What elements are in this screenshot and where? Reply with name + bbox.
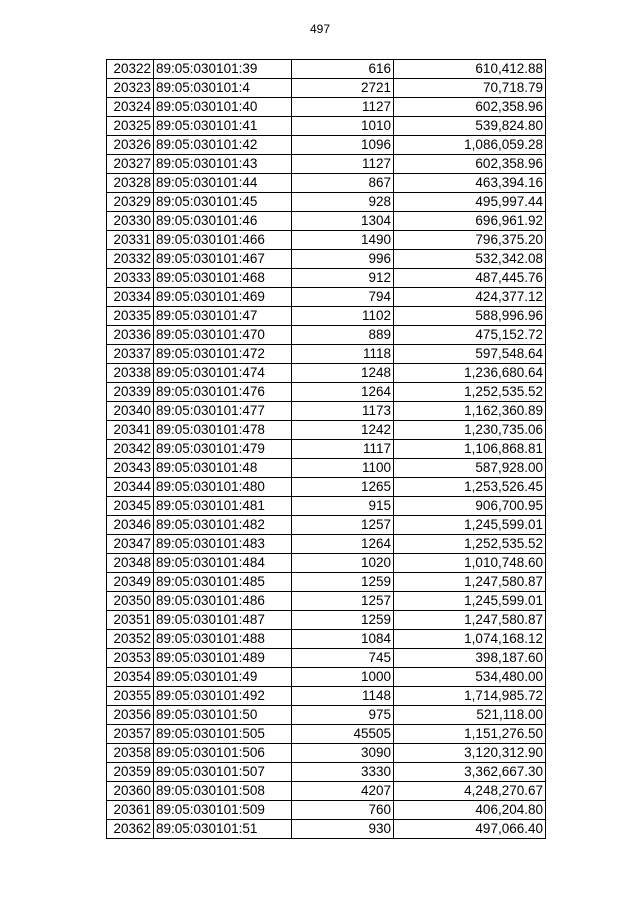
cadastral-number-cell: 89:05:030101:49 — [154, 668, 292, 687]
area-cell: 1242 — [292, 421, 394, 440]
value-cell: 70,718.79 — [394, 79, 546, 98]
cadastral-number-cell: 89:05:030101:42 — [154, 136, 292, 155]
area-cell: 1010 — [292, 117, 394, 136]
area-cell: 760 — [292, 801, 394, 820]
row-id-cell: 20348 — [107, 554, 154, 573]
cadastral-number-cell: 89:05:030101:50 — [154, 706, 292, 725]
cadastral-number-cell: 89:05:030101:466 — [154, 231, 292, 250]
table-row — [107, 288, 546, 307]
table-row — [107, 630, 546, 649]
value-cell: 1,245,599.01 — [394, 592, 546, 611]
table-row — [107, 554, 546, 573]
cadastral-number-cell: 89:05:030101:51 — [154, 820, 292, 839]
table-row — [107, 155, 546, 174]
table-row — [107, 744, 546, 763]
cadastral-number-cell: 89:05:030101:483 — [154, 535, 292, 554]
table-row — [107, 383, 546, 402]
table-row — [107, 174, 546, 193]
value-cell: 1,106,868.81 — [394, 440, 546, 459]
value-cell: 696,961.92 — [394, 212, 546, 231]
row-id-cell: 20341 — [107, 421, 154, 440]
table-body — [107, 60, 546, 839]
row-id-cell: 20327 — [107, 155, 154, 174]
value-cell: 1,714,985.72 — [394, 687, 546, 706]
cadastral-number-cell: 89:05:030101:508 — [154, 782, 292, 801]
value-cell: 1,252,535.52 — [394, 383, 546, 402]
value-cell: 497,066.40 — [394, 820, 546, 839]
value-cell: 475,152.72 — [394, 326, 546, 345]
table-row — [107, 497, 546, 516]
area-cell: 1264 — [292, 535, 394, 554]
value-cell: 1,247,580.87 — [394, 611, 546, 630]
area-cell: 930 — [292, 820, 394, 839]
row-id-cell: 20357 — [107, 725, 154, 744]
row-id-cell: 20351 — [107, 611, 154, 630]
value-cell: 3,362,667.30 — [394, 763, 546, 782]
table-row — [107, 60, 546, 79]
row-id-cell: 20350 — [107, 592, 154, 611]
value-cell: 1,253,526.45 — [394, 478, 546, 497]
area-cell: 1096 — [292, 136, 394, 155]
cadastral-number-cell: 89:05:030101:44 — [154, 174, 292, 193]
cadastral-number-cell: 89:05:030101:505 — [154, 725, 292, 744]
data-table — [106, 59, 546, 839]
table-row — [107, 326, 546, 345]
area-cell: 867 — [292, 174, 394, 193]
cadastral-number-cell: 89:05:030101:467 — [154, 250, 292, 269]
value-cell: 1,151,276.50 — [394, 725, 546, 744]
row-id-cell: 20353 — [107, 649, 154, 668]
table-row — [107, 402, 546, 421]
row-id-cell: 20347 — [107, 535, 154, 554]
table-row — [107, 136, 546, 155]
row-id-cell: 20324 — [107, 98, 154, 117]
value-cell: 1,245,599.01 — [394, 516, 546, 535]
table-row — [107, 98, 546, 117]
area-cell: 794 — [292, 288, 394, 307]
table-row — [107, 421, 546, 440]
table-row — [107, 763, 546, 782]
row-id-cell: 20342 — [107, 440, 154, 459]
cadastral-number-cell: 89:05:030101:472 — [154, 345, 292, 364]
table-row — [107, 307, 546, 326]
area-cell: 1127 — [292, 98, 394, 117]
table-row — [107, 649, 546, 668]
area-cell: 3330 — [292, 763, 394, 782]
table-row — [107, 668, 546, 687]
area-cell: 996 — [292, 250, 394, 269]
row-id-cell: 20323 — [107, 79, 154, 98]
row-id-cell: 20362 — [107, 820, 154, 839]
value-cell: 487,445.76 — [394, 269, 546, 288]
cadastral-number-cell: 89:05:030101:474 — [154, 364, 292, 383]
area-cell: 1000 — [292, 668, 394, 687]
row-id-cell: 20358 — [107, 744, 154, 763]
area-cell: 1265 — [292, 478, 394, 497]
row-id-cell: 20355 — [107, 687, 154, 706]
area-cell: 2721 — [292, 79, 394, 98]
value-cell: 602,358.96 — [394, 98, 546, 117]
cadastral-number-cell: 89:05:030101:39 — [154, 60, 292, 79]
cadastral-number-cell: 89:05:030101:486 — [154, 592, 292, 611]
cadastral-number-cell: 89:05:030101:40 — [154, 98, 292, 117]
value-cell: 539,824.80 — [394, 117, 546, 136]
table-row — [107, 820, 546, 839]
table-row — [107, 706, 546, 725]
table-row — [107, 592, 546, 611]
cadastral-number-cell: 89:05:030101:488 — [154, 630, 292, 649]
row-id-cell: 20336 — [107, 326, 154, 345]
area-cell: 1084 — [292, 630, 394, 649]
table-row — [107, 478, 546, 497]
table-row — [107, 117, 546, 136]
area-cell: 1117 — [292, 440, 394, 459]
value-cell: 1,074,168.12 — [394, 630, 546, 649]
cadastral-number-cell: 89:05:030101:476 — [154, 383, 292, 402]
table-row — [107, 611, 546, 630]
table-row — [107, 725, 546, 744]
area-cell: 1259 — [292, 573, 394, 592]
row-id-cell: 20334 — [107, 288, 154, 307]
value-cell: 1,230,735.06 — [394, 421, 546, 440]
row-id-cell: 20329 — [107, 193, 154, 212]
value-cell: 532,342.08 — [394, 250, 546, 269]
value-cell: 1,252,535.52 — [394, 535, 546, 554]
row-id-cell: 20359 — [107, 763, 154, 782]
cadastral-number-cell: 89:05:030101:470 — [154, 326, 292, 345]
row-id-cell: 20326 — [107, 136, 154, 155]
table-row — [107, 535, 546, 554]
row-id-cell: 20333 — [107, 269, 154, 288]
row-id-cell: 20322 — [107, 60, 154, 79]
area-cell: 45505 — [292, 725, 394, 744]
value-cell: 906,700.95 — [394, 497, 546, 516]
row-id-cell: 20354 — [107, 668, 154, 687]
value-cell: 587,928.00 — [394, 459, 546, 478]
value-cell: 4,248,270.67 — [394, 782, 546, 801]
area-cell: 1490 — [292, 231, 394, 250]
row-id-cell: 20345 — [107, 497, 154, 516]
row-id-cell: 20338 — [107, 364, 154, 383]
cadastral-number-cell: 89:05:030101:48 — [154, 459, 292, 478]
row-id-cell: 20356 — [107, 706, 154, 725]
area-cell: 1148 — [292, 687, 394, 706]
value-cell: 1,236,680.64 — [394, 364, 546, 383]
area-cell: 1264 — [292, 383, 394, 402]
cadastral-number-cell: 89:05:030101:4 — [154, 79, 292, 98]
row-id-cell: 20360 — [107, 782, 154, 801]
area-cell: 3090 — [292, 744, 394, 763]
area-cell: 616 — [292, 60, 394, 79]
area-cell: 915 — [292, 497, 394, 516]
table-row — [107, 364, 546, 383]
value-cell: 597,548.64 — [394, 345, 546, 364]
table-row — [107, 231, 546, 250]
cadastral-number-cell: 89:05:030101:43 — [154, 155, 292, 174]
row-id-cell: 20340 — [107, 402, 154, 421]
row-id-cell: 20346 — [107, 516, 154, 535]
cadastral-number-cell: 89:05:030101:41 — [154, 117, 292, 136]
area-cell: 1127 — [292, 155, 394, 174]
value-cell: 796,375.20 — [394, 231, 546, 250]
cadastral-number-cell: 89:05:030101:45 — [154, 193, 292, 212]
value-cell: 521,118.00 — [394, 706, 546, 725]
cadastral-number-cell: 89:05:030101:482 — [154, 516, 292, 535]
value-cell: 1,247,580.87 — [394, 573, 546, 592]
area-cell: 1248 — [292, 364, 394, 383]
value-cell: 534,480.00 — [394, 668, 546, 687]
cadastral-number-cell: 89:05:030101:481 — [154, 497, 292, 516]
cadastral-number-cell: 89:05:030101:506 — [154, 744, 292, 763]
row-id-cell: 20343 — [107, 459, 154, 478]
area-cell: 889 — [292, 326, 394, 345]
value-cell: 3,120,312.90 — [394, 744, 546, 763]
table-row — [107, 345, 546, 364]
row-id-cell: 20328 — [107, 174, 154, 193]
area-cell: 1100 — [292, 459, 394, 478]
row-id-cell: 20349 — [107, 573, 154, 592]
cadastral-number-cell: 89:05:030101:509 — [154, 801, 292, 820]
value-cell: 588,996.96 — [394, 307, 546, 326]
table-row — [107, 459, 546, 478]
area-cell: 1173 — [292, 402, 394, 421]
cadastral-number-cell: 89:05:030101:469 — [154, 288, 292, 307]
table-row — [107, 193, 546, 212]
table-row — [107, 573, 546, 592]
cadastral-number-cell: 89:05:030101:507 — [154, 763, 292, 782]
value-cell: 424,377.12 — [394, 288, 546, 307]
table-row — [107, 250, 546, 269]
table-row — [107, 516, 546, 535]
table-row — [107, 782, 546, 801]
cadastral-number-cell: 89:05:030101:47 — [154, 307, 292, 326]
value-cell: 495,997.44 — [394, 193, 546, 212]
cadastral-number-cell: 89:05:030101:478 — [154, 421, 292, 440]
cadastral-number-cell: 89:05:030101:46 — [154, 212, 292, 231]
row-id-cell: 20331 — [107, 231, 154, 250]
table-row — [107, 269, 546, 288]
value-cell: 1,086,059.28 — [394, 136, 546, 155]
cadastral-number-cell: 89:05:030101:487 — [154, 611, 292, 630]
area-cell: 928 — [292, 193, 394, 212]
value-cell: 1,010,748.60 — [394, 554, 546, 573]
row-id-cell: 20344 — [107, 478, 154, 497]
area-cell: 1304 — [292, 212, 394, 231]
value-cell: 1,162,360.89 — [394, 402, 546, 421]
cadastral-number-cell: 89:05:030101:489 — [154, 649, 292, 668]
cadastral-number-cell: 89:05:030101:492 — [154, 687, 292, 706]
row-id-cell: 20352 — [107, 630, 154, 649]
area-cell: 4207 — [292, 782, 394, 801]
area-cell: 1118 — [292, 345, 394, 364]
area-cell: 1257 — [292, 516, 394, 535]
value-cell: 610,412.88 — [394, 60, 546, 79]
cadastral-number-cell: 89:05:030101:484 — [154, 554, 292, 573]
area-cell: 1102 — [292, 307, 394, 326]
cadastral-number-cell: 89:05:030101:480 — [154, 478, 292, 497]
value-cell: 602,358.96 — [394, 155, 546, 174]
row-id-cell: 20325 — [107, 117, 154, 136]
row-id-cell: 20361 — [107, 801, 154, 820]
cadastral-number-cell: 89:05:030101:485 — [154, 573, 292, 592]
value-cell: 406,204.80 — [394, 801, 546, 820]
area-cell: 1020 — [292, 554, 394, 573]
cadastral-number-cell: 89:05:030101:477 — [154, 402, 292, 421]
cadastral-number-cell: 89:05:030101:479 — [154, 440, 292, 459]
table-row — [107, 440, 546, 459]
area-cell: 1257 — [292, 592, 394, 611]
value-cell: 463,394.16 — [394, 174, 546, 193]
value-cell: 398,187.60 — [394, 649, 546, 668]
row-id-cell: 20332 — [107, 250, 154, 269]
table-row — [107, 79, 546, 98]
table-row — [107, 801, 546, 820]
area-cell: 975 — [292, 706, 394, 725]
row-id-cell: 20339 — [107, 383, 154, 402]
row-id-cell: 20337 — [107, 345, 154, 364]
area-cell: 1259 — [292, 611, 394, 630]
table-row — [107, 212, 546, 231]
cadastral-number-cell: 89:05:030101:468 — [154, 269, 292, 288]
page-number: 497 — [309, 22, 331, 36]
row-id-cell: 20330 — [107, 212, 154, 231]
area-cell: 912 — [292, 269, 394, 288]
area-cell: 745 — [292, 649, 394, 668]
table-row — [107, 687, 546, 706]
row-id-cell: 20335 — [107, 307, 154, 326]
